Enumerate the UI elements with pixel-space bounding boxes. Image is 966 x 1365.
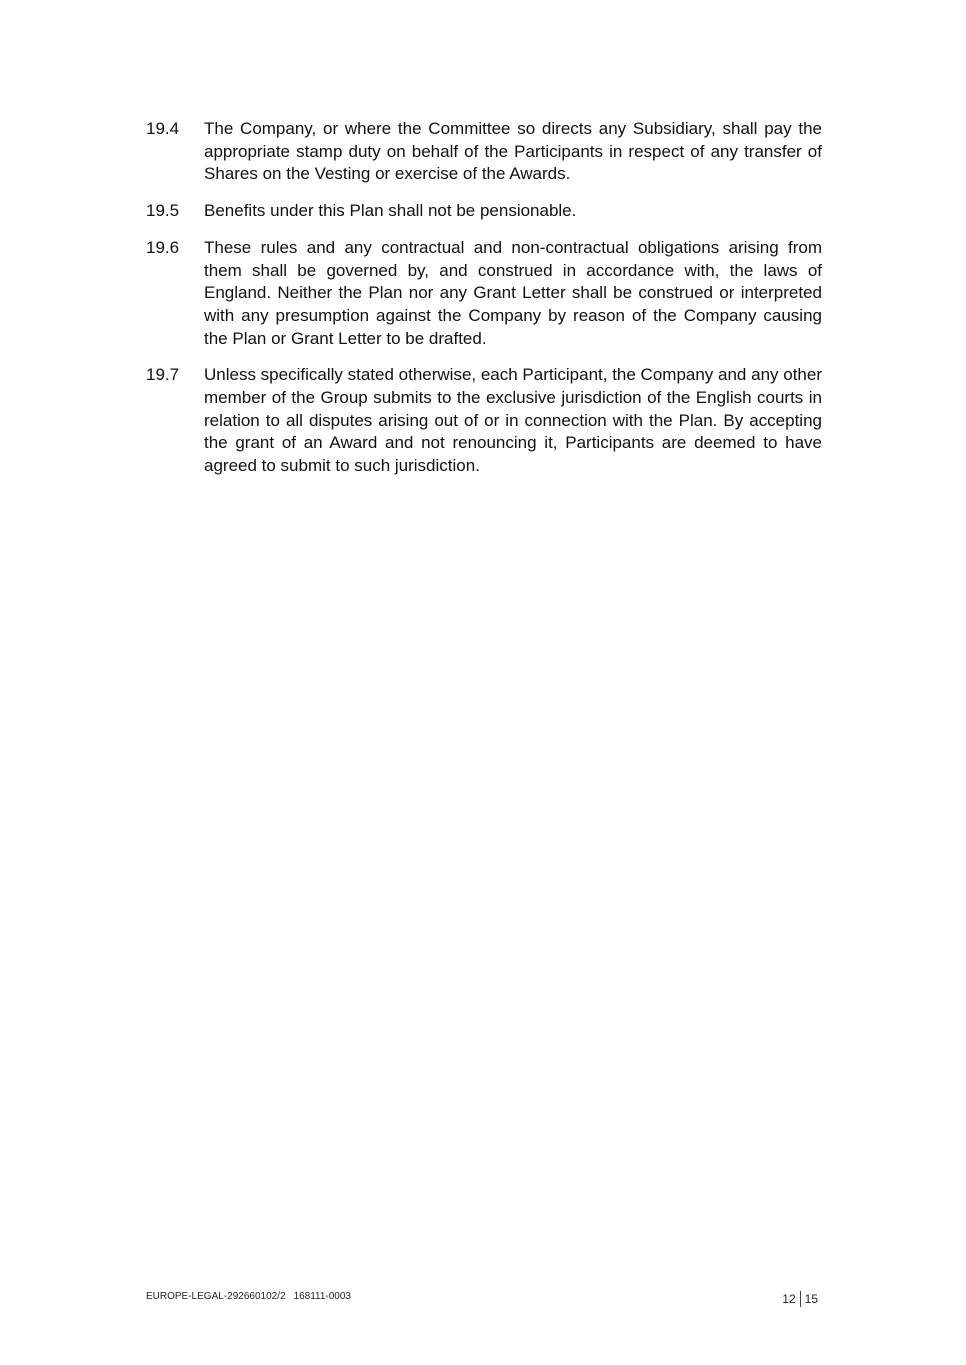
clause-number: 19.7 (146, 365, 180, 385)
document-reference: EUROPE-LEGAL-292660102/2 (146, 1291, 286, 1302)
clause-number: 19.4 (146, 119, 180, 138)
page-number-separator (800, 1291, 801, 1307)
total-pages: 15 (804, 1292, 818, 1306)
page-number (782, 1291, 818, 1307)
clause-19-5 (146, 200, 822, 223)
clause-19-6 (146, 237, 822, 351)
clause-list (146, 118, 822, 492)
clause-text: The Company, or where the Committee so directs any Subsidiary, shall pay the appropriate stamp duty on behalf of the Participants in respect of any transfer of Shares on the Vesting or exercise of the Awards. (204, 119, 822, 184)
clause-text: Unless specifically stated otherwise, each Participant, the Company and any other member of the Group submits to the exclusive jurisdiction of the English courts in relation to all disputes arising out of or in connection with the Plan. By accepting the grant of an Award and not renouncing it, Participants are deemed to have agreed to submit to such jurisdiction. (204, 365, 822, 476)
matter-code: 168111-0003 (293, 1291, 351, 1302)
clause-text: These rules and any contractual and non-contractual obligations arising from them shall be governed by, and construed in accordance with, the laws of England. Neither the Plan nor any Grant Letter shall be construed or interpreted with any presumption against the Company by reason of the Company causing the Plan or Grant Letter to be drafted. (204, 237, 822, 348)
clause-19-4 (146, 118, 822, 186)
clause-number: 19.5 (146, 201, 180, 221)
clause-number: 19.6 (146, 237, 180, 257)
clause-19-7 (146, 364, 822, 478)
clause-text: Benefits under this Plan shall not be pensionable. (204, 201, 577, 221)
current-page: 12 (782, 1292, 796, 1306)
footer-document-reference (146, 1291, 351, 1303)
